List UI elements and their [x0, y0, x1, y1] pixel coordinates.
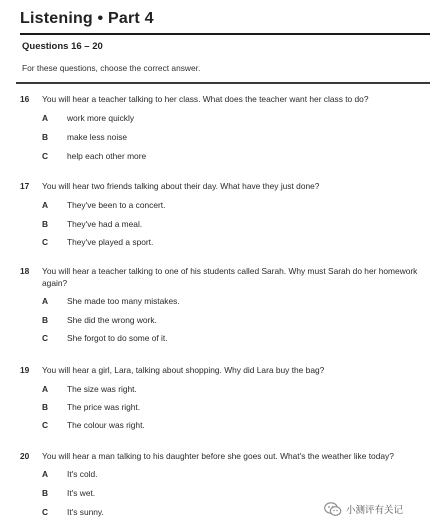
option-letter: C [42, 151, 49, 161]
question-17 [20, 181, 426, 247]
option-text: The colour was right. [67, 420, 145, 430]
option-letter: B [42, 402, 49, 412]
option-text: They've had a meal. [67, 219, 143, 229]
option-text: make less noise [67, 132, 128, 142]
option-letter: A [42, 200, 49, 210]
page-header [20, 8, 430, 30]
question-16 [20, 94, 426, 161]
option-letter: B [42, 132, 49, 142]
option-text: She did the wrong work. [67, 315, 157, 325]
question-text: You will hear a teacher talking to one of his students called Sarah. Why must Sarah do her homework again? [42, 266, 418, 288]
option-text: They've been to a concert. [67, 200, 166, 210]
question-text: You will hear a teacher talking to her class. What does the teacher want her class to do? [42, 94, 369, 104]
page-title: Listening • Part 4 [20, 10, 154, 27]
option-letter: C [42, 237, 49, 247]
wechat-icon [324, 502, 342, 517]
option-text: The price was right. [67, 402, 141, 412]
question-text: You will hear two friends talking about their day. What have they just done? [42, 181, 320, 191]
option-text: She forgot to do some of it. [67, 333, 168, 343]
question-18 [20, 266, 426, 343]
question-number: 18 [20, 266, 30, 276]
option-letter: B [42, 488, 49, 498]
question-text: You will hear a man talking to his daughter before she goes out. What's the weather like today? [42, 451, 394, 461]
option-text: She made too many mistakes. [67, 296, 180, 306]
option-text: It's wet. [67, 488, 96, 498]
question-number: 17 [20, 181, 30, 191]
option-text: work more quickly [67, 113, 135, 123]
option-letter: A [42, 384, 49, 394]
option-text: The size was right. [67, 384, 137, 394]
option-letter: B [42, 219, 49, 229]
watermark-text: 小测评有关记 [346, 505, 404, 516]
title-rule [20, 33, 430, 35]
option-letter: A [42, 469, 49, 479]
question-number: 16 [20, 94, 30, 104]
option-letter: B [42, 315, 49, 325]
question-number: 20 [20, 451, 30, 461]
option-text: It's sunny. [67, 507, 104, 517]
option-letter: C [42, 507, 49, 517]
option-letter: C [42, 420, 49, 430]
question-19 [20, 365, 426, 430]
option-letter: C [42, 333, 49, 343]
option-text: They've played a sport. [67, 237, 154, 247]
section-rule [16, 82, 430, 84]
instructions: For these questions, choose the correct answer. [22, 63, 201, 73]
question-number: 19 [20, 365, 30, 375]
option-text: It's cold. [67, 469, 98, 479]
section-heading: Questions 16 – 20 [22, 41, 103, 52]
question-text: You will hear a girl, Lara, talking about shopping. Why did Lara buy the bag? [42, 365, 325, 375]
option-letter: A [42, 296, 49, 306]
watermark [324, 500, 403, 518]
option-text: help each other more [67, 151, 147, 161]
option-letter: A [42, 113, 49, 123]
